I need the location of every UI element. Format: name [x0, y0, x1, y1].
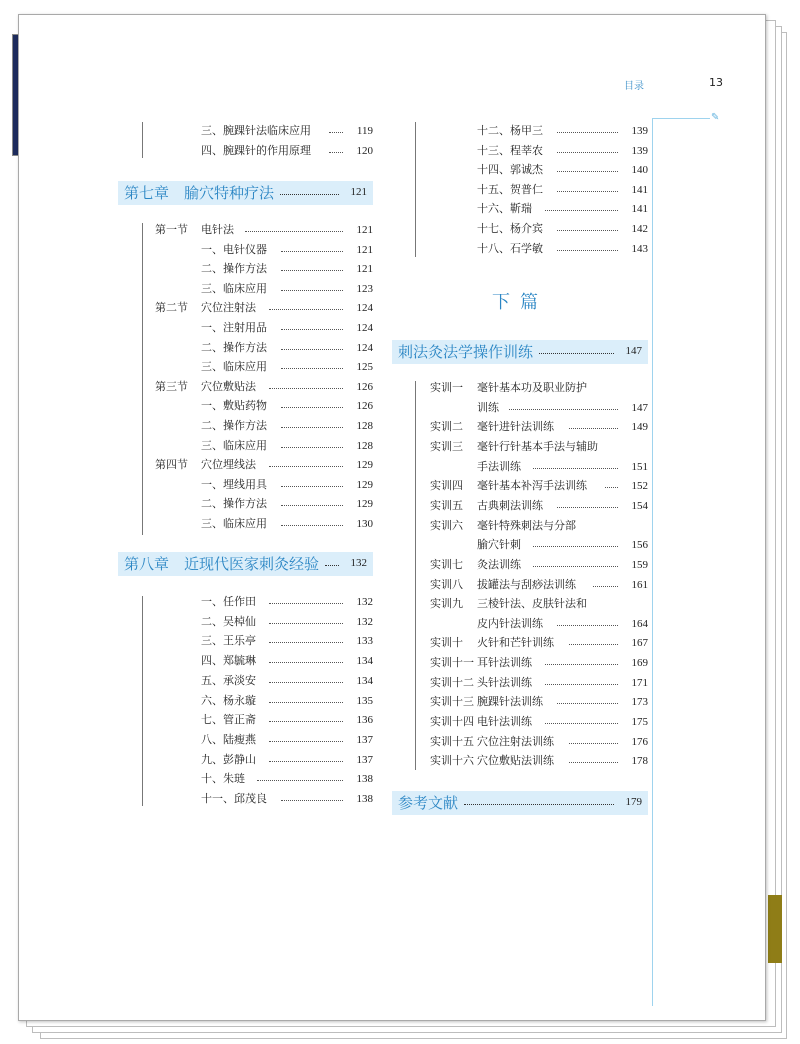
section-number: 实训十六	[430, 755, 474, 768]
entry-title: 三、王乐亭	[201, 635, 256, 648]
page-ref: 138	[356, 793, 373, 805]
section-number: 实训九	[430, 598, 463, 611]
entry-title: 耳针法训练	[477, 657, 532, 670]
toc-entry[interactable]	[155, 398, 373, 414]
entry-title: 头针法训练	[477, 676, 532, 689]
leader-dots	[569, 635, 618, 645]
toc-entry[interactable]	[430, 498, 648, 514]
leader-dots	[557, 123, 618, 133]
toc-entry[interactable]	[155, 752, 373, 768]
page-ref: 154	[631, 499, 648, 512]
page-ref: 175	[631, 716, 648, 729]
entry-title: 十七、杨介宾	[477, 223, 543, 235]
page-ref: 147	[625, 345, 642, 357]
toc-entry[interactable]	[430, 162, 648, 178]
page-ref: 124	[356, 302, 373, 315]
leader-dots	[557, 162, 618, 172]
page-ref: 178	[631, 755, 648, 768]
leader-dots	[269, 693, 343, 703]
toc-entry[interactable]	[155, 300, 373, 316]
page-ref: 125	[356, 361, 373, 374]
page-ref: 134	[356, 655, 373, 668]
entry-title: 七、管正斋	[201, 714, 256, 727]
chapter-title: 参考文献	[398, 794, 459, 812]
page-ref: 171	[631, 676, 648, 689]
leader-dots	[557, 498, 618, 508]
leader-dots	[281, 242, 343, 252]
toc-entry[interactable]	[155, 653, 373, 669]
page-ref: 149	[631, 421, 648, 434]
leader-dots	[280, 181, 339, 195]
toc-entry[interactable]	[430, 655, 648, 671]
toc-entry[interactable]	[430, 518, 648, 534]
entry-title: 三、临床应用	[201, 282, 267, 295]
leader-dots	[245, 222, 343, 232]
entry-title: 一、电针仪器	[201, 243, 267, 256]
entry-title: 十二、杨甲三	[477, 125, 543, 137]
page-number: 13	[709, 76, 723, 89]
section-number: 实训十四	[430, 716, 474, 729]
page-ref: 121	[350, 186, 367, 198]
indent-rule	[142, 596, 143, 806]
entry-title: 穴位敷贴法	[201, 380, 256, 393]
entry-title: 腕踝针法训练	[477, 696, 543, 709]
leader-dots	[269, 614, 343, 624]
leader-dots	[605, 478, 618, 488]
entry-title: 三、临床应用	[201, 361, 267, 374]
leader-dots	[533, 459, 618, 469]
leader-dots	[464, 791, 614, 805]
toc-entry[interactable]	[430, 577, 648, 593]
leader-dots	[545, 201, 618, 211]
entry-title: 十四、郭诚杰	[477, 164, 543, 177]
leader-dots	[281, 496, 343, 506]
entry-title: 穴位敷贴法训练	[477, 755, 554, 768]
leader-dots	[569, 419, 618, 429]
entry-title: 三、临床应用	[201, 439, 267, 452]
entry-title: 十五、贺普仁	[477, 183, 543, 196]
leader-dots	[329, 143, 343, 153]
toc-entry[interactable]	[155, 281, 373, 297]
toc-entry[interactable]	[430, 201, 648, 217]
leader-dots	[569, 734, 618, 744]
page-ref: 128	[356, 439, 373, 452]
entry-title: 十、朱琏	[201, 773, 245, 786]
entry-title: 二、吴棹仙	[201, 615, 256, 628]
page-ref: 126	[356, 380, 373, 393]
entry-title: 电针法	[201, 224, 234, 236]
entry-title: 三、临床应用	[201, 518, 267, 530]
entry-title: 毫针行针基本手法与辅助	[477, 440, 598, 453]
entry-title: 皮内针法训练	[477, 617, 543, 630]
decorative-frame-line	[652, 118, 653, 1006]
entry-title: 十六、靳瑞	[477, 203, 532, 216]
toc-entry[interactable]	[430, 182, 648, 198]
entry-title: 四、郑毓琳	[201, 655, 256, 668]
entry-title: 十三、程莘农	[477, 144, 543, 157]
toc-entry[interactable]	[430, 419, 648, 435]
leader-dots	[269, 457, 343, 467]
section-number: 第三节	[155, 380, 188, 393]
page-ref: 123	[356, 282, 373, 295]
page-ref: 132	[356, 615, 373, 628]
page-ref: 133	[356, 635, 373, 648]
leader-dots	[593, 577, 618, 587]
page-ref: 147	[631, 401, 648, 414]
toc-entry[interactable]	[430, 635, 648, 651]
indent-rule	[415, 122, 416, 257]
section-number: 实训一	[430, 382, 463, 394]
entry-title: 一、任作田	[201, 596, 256, 608]
leader-dots	[257, 771, 343, 781]
page-ref: 159	[631, 558, 648, 571]
toc-entry[interactable]	[155, 438, 373, 454]
toc-entry[interactable]	[155, 379, 373, 395]
leader-dots	[281, 477, 343, 487]
leader-dots	[539, 340, 614, 354]
toc-entry[interactable]	[155, 732, 373, 748]
toc-entry[interactable]	[430, 380, 648, 396]
page-ref: 143	[631, 242, 648, 255]
entry-title: 穴位注射法	[201, 302, 256, 315]
leader-dots	[281, 398, 343, 408]
toc-entry[interactable]	[430, 459, 648, 475]
page-ref: 141	[631, 203, 648, 216]
entry-title: 灸法训练	[477, 558, 521, 571]
toc-entry[interactable]	[155, 457, 373, 473]
entry-title: 古典刺法训练	[477, 499, 543, 512]
leader-dots	[281, 261, 343, 271]
page-ref: 121	[356, 243, 373, 256]
page-ref: 137	[356, 733, 373, 746]
page-ref: 139	[631, 144, 648, 157]
toc-entry[interactable]	[155, 614, 373, 630]
page-ref: 151	[631, 460, 648, 473]
toc-entry[interactable]	[430, 753, 648, 769]
toc-entry[interactable]	[155, 261, 373, 277]
toc-entry[interactable]	[430, 714, 648, 730]
page-ref: 152	[631, 480, 648, 493]
toc-entry[interactable]	[155, 633, 373, 649]
leader-dots	[281, 281, 343, 291]
toc-entry[interactable]	[430, 537, 648, 553]
leader-dots	[269, 379, 343, 389]
page-ref: 179	[625, 796, 642, 808]
section-number: 实训十	[430, 637, 463, 650]
chapter-heading[interactable]	[392, 340, 648, 364]
leader-dots	[557, 616, 618, 626]
page-ref: 120	[356, 145, 373, 157]
chapter-title: 刺法灸法学操作训练	[398, 343, 534, 361]
entry-title: 穴位埋线法	[201, 459, 256, 472]
toc-entry[interactable]	[155, 143, 373, 159]
entry-title: 一、埋线用具	[201, 478, 267, 491]
indent-rule	[142, 223, 143, 535]
leader-dots	[329, 123, 343, 133]
leader-dots	[325, 552, 339, 566]
toc-entry[interactable]	[430, 596, 648, 612]
page-ref: 121	[356, 263, 373, 276]
entry-title: 拔罐法与刮痧法训练	[477, 578, 576, 591]
entry-title: 十八、石学敏	[477, 242, 543, 255]
leader-dots	[269, 633, 343, 643]
page-ref: 176	[631, 735, 648, 748]
page-ref: 132	[350, 557, 367, 569]
entry-title: 毫针进针法训练	[477, 421, 554, 434]
page-ref: 139	[631, 125, 648, 137]
leader-dots	[545, 655, 618, 665]
section-number: 实训十二	[430, 676, 474, 689]
section-number: 实训十三	[430, 696, 474, 709]
section-number: 实训八	[430, 578, 463, 591]
leader-dots	[269, 594, 343, 604]
page-ref: 130	[356, 518, 373, 530]
toc-entry[interactable]	[155, 477, 373, 493]
entry-title: 一、注射用品	[201, 322, 267, 334]
page-ref: 134	[356, 674, 373, 687]
page-ref: 121	[356, 224, 373, 236]
page-ref: 169	[631, 657, 648, 670]
entry-title: 训练	[477, 401, 499, 414]
entry-title: 二、操作方法	[201, 341, 267, 354]
leader-dots	[269, 673, 343, 683]
leader-dots	[281, 438, 343, 448]
page-ref: 124	[356, 322, 373, 334]
leader-dots	[533, 537, 618, 547]
toc-entry[interactable]	[430, 400, 648, 416]
chapter-heading[interactable]	[118, 181, 373, 205]
page-ref: 138	[356, 773, 373, 786]
page-ref: 137	[356, 753, 373, 766]
toc-entry[interactable]	[155, 516, 373, 532]
page-ref: 173	[631, 696, 648, 709]
toc-entry[interactable]	[430, 616, 648, 632]
section-number: 实训三	[430, 440, 463, 453]
toc-entry[interactable]	[430, 557, 648, 573]
toc-entry[interactable]	[155, 123, 373, 139]
section-number: 第一节	[155, 224, 188, 236]
entry-title: 毫针基本功及职业防护	[477, 382, 587, 394]
entry-title: 九、彭静山	[201, 753, 256, 766]
page-ref: 119	[356, 125, 373, 137]
entry-title: 火针和芒针训练	[477, 637, 554, 650]
chapter-heading[interactable]	[392, 791, 648, 815]
chapter-heading[interactable]	[118, 552, 373, 576]
toc-entry[interactable]	[430, 675, 648, 691]
entry-title: 毫针特殊刺法与分部	[477, 519, 576, 532]
section-number: 实训二	[430, 421, 463, 434]
toc-entry[interactable]	[155, 771, 373, 787]
pen-icon: ✎	[711, 112, 720, 123]
page-ref: 129	[356, 498, 373, 511]
toc-entry[interactable]	[155, 712, 373, 728]
toc-entry[interactable]	[430, 439, 648, 455]
toc-entry[interactable]	[430, 478, 648, 494]
toc-entry[interactable]	[155, 320, 373, 336]
leader-dots	[281, 418, 343, 428]
leader-dots	[545, 675, 618, 685]
leader-dots	[545, 714, 618, 724]
entry-title: 十一、邱茂良	[201, 793, 267, 805]
section-number: 实训十一	[430, 657, 474, 670]
indent-rule	[142, 122, 143, 158]
page-ref: 136	[356, 714, 373, 727]
leader-dots	[269, 712, 343, 722]
page-ref: 164	[631, 617, 648, 630]
entry-title: 二、操作方法	[201, 498, 267, 511]
leader-dots	[557, 241, 618, 251]
leader-dots	[281, 320, 343, 330]
page-ref: 141	[631, 183, 648, 196]
page-ref: 129	[356, 478, 373, 491]
page-ref: 124	[356, 341, 373, 354]
entry-title: 二、操作方法	[201, 263, 267, 276]
entry-title: 三、腕踝针法临床应用	[201, 125, 311, 137]
page-ref: 129	[356, 459, 373, 472]
leader-dots	[269, 300, 343, 310]
toc-entry[interactable]	[155, 791, 373, 807]
section-number: 第二节	[155, 302, 188, 315]
page-ref: 140	[631, 164, 648, 177]
toc-page	[18, 14, 766, 1021]
leader-dots	[281, 516, 343, 526]
leader-dots	[557, 694, 618, 704]
decorative-frame-line	[652, 118, 710, 119]
part-title: 下篇	[492, 292, 548, 313]
toc-entry[interactable]	[430, 143, 648, 159]
leader-dots	[281, 340, 343, 350]
toc-entry[interactable]	[155, 496, 373, 512]
section-number: 实训十五	[430, 735, 474, 748]
page-ref: 132	[356, 596, 373, 608]
section-number: 第四节	[155, 459, 188, 472]
indent-rule	[415, 381, 416, 770]
section-number: 实训五	[430, 499, 463, 512]
leader-dots	[533, 557, 618, 567]
entry-title: 穴位注射法训练	[477, 735, 554, 748]
page-ref: 156	[631, 539, 648, 552]
section-number: 实训四	[430, 480, 463, 493]
leader-dots	[557, 182, 618, 192]
toc-entry[interactable]	[155, 359, 373, 375]
entry-title: 五、承淡安	[201, 674, 256, 687]
entry-title: 腧穴针刺	[477, 539, 521, 552]
leader-dots	[557, 221, 618, 231]
toc-entry[interactable]	[155, 693, 373, 709]
toc-entry[interactable]	[155, 222, 373, 238]
leader-dots	[269, 752, 343, 762]
toc-entry[interactable]	[155, 242, 373, 258]
page-ref: 128	[356, 420, 373, 432]
leader-dots	[281, 359, 343, 369]
entry-title: 毫针基本补泻手法训练	[477, 480, 587, 493]
entry-title: 一、敷贴药物	[201, 400, 267, 413]
section-number: 实训六	[430, 519, 463, 532]
running-header: 目录	[624, 81, 644, 92]
page-ref: 126	[356, 400, 373, 413]
leader-dots	[269, 732, 343, 742]
leader-dots	[569, 753, 618, 763]
toc-entry[interactable]	[430, 734, 648, 750]
book-cover-edge	[768, 895, 782, 963]
toc-entry[interactable]	[430, 241, 648, 257]
entry-title: 八、陆瘦燕	[201, 733, 256, 746]
page-ref: 135	[356, 694, 373, 707]
chapter-title: 第八章 近现代医家刺灸经验	[124, 555, 320, 573]
entry-title: 三棱针法、皮肤针法和	[477, 598, 587, 611]
page-ref: 142	[631, 223, 648, 235]
page-ref: 161	[631, 578, 648, 591]
entry-title: 二、操作方法	[201, 420, 267, 432]
toc-entry[interactable]	[430, 221, 648, 237]
leader-dots	[509, 400, 618, 410]
entry-title: 六、杨永璇	[201, 694, 256, 707]
leader-dots	[557, 143, 618, 153]
toc-entry[interactable]	[155, 673, 373, 689]
entry-title: 电针法训练	[477, 716, 532, 729]
entry-title: 手法训练	[477, 460, 521, 473]
page-ref: 167	[631, 637, 648, 650]
toc-entry[interactable]	[155, 418, 373, 434]
leader-dots	[269, 653, 343, 663]
leader-dots	[281, 791, 343, 801]
entry-title: 四、腕踝针的作用原理	[201, 145, 311, 157]
toc-entry[interactable]	[430, 694, 648, 710]
chapter-title: 第七章 腧穴特种疗法	[124, 184, 275, 202]
toc-entry[interactable]	[155, 340, 373, 356]
section-number: 实训七	[430, 558, 463, 571]
toc-entry[interactable]	[155, 594, 373, 610]
toc-entry[interactable]	[430, 123, 648, 139]
